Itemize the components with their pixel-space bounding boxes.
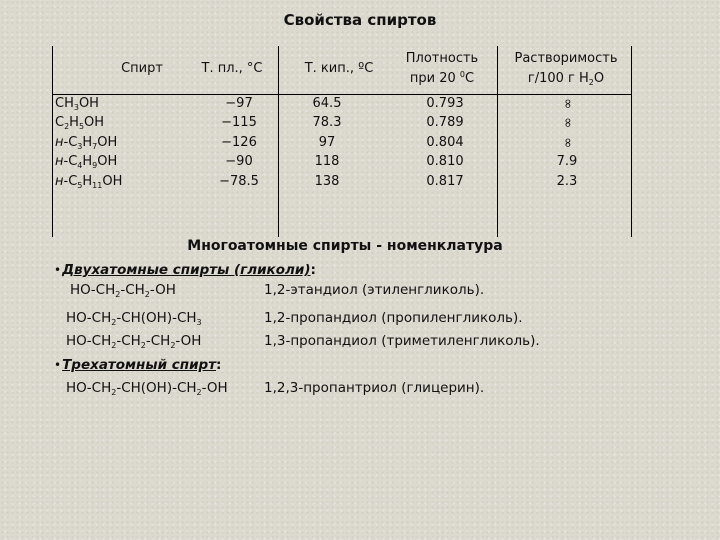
alcohol-formula: $CH_3OH$ (55, 96, 99, 112)
density-value: 0.817 (426, 173, 464, 189)
compound-formula: $НО-CH_2-CH_2-CH_2-OH$ (66, 333, 202, 350)
header-melting: Т. пл., °С (201, 61, 263, 76)
boiling-value: 118 (314, 154, 340, 170)
header-solubility-line1: Растворимость (514, 51, 618, 66)
solubility-column (502, 94, 632, 191)
alcohol-formula: $н-C_4H_9OH$ (55, 154, 118, 171)
density-value: 0.793 (426, 96, 464, 111)
solubility-value: ∞ (559, 98, 575, 110)
density-value: 0.804 (426, 134, 464, 150)
section-subtitle: Многоатомные спирты - номенклатура (187, 238, 503, 254)
header-boiling: Т. кип., ºС (304, 61, 374, 76)
compound-name: 1,2-пропандиол (пропиленгликоль). (264, 310, 523, 326)
dihydric-heading: •Двухатомные спирты (гликоли): (54, 262, 316, 278)
melting-value: −115 (221, 115, 257, 131)
compound-name: 1,2,3-пропантриол (глицерин). (264, 380, 485, 396)
header-solubility-line2: г/100 г $Н_2О$ (527, 71, 605, 87)
solubility-value: 7.9 (556, 154, 578, 170)
boiling-column (272, 94, 382, 191)
header-density (382, 49, 502, 89)
boiling-value: 64.5 (312, 96, 342, 111)
boiling-value: 78.3 (312, 115, 342, 131)
header-solubility (500, 49, 632, 89)
density-value: 0.789 (426, 115, 464, 131)
compound-formula: $НО-CH_2-CH(OH)-CH_2-OH$ (66, 380, 228, 397)
solubility-value: 2.3 (556, 173, 578, 189)
header-density-line1: Плотность (405, 51, 479, 66)
boiling-value: 138 (314, 173, 340, 189)
alcohol-formula: $н-C_3H_7OH$ (55, 134, 118, 151)
density-column (390, 94, 500, 191)
density-value: 0.810 (426, 154, 464, 170)
header-density-line2: при 20 $^0$С (409, 70, 475, 86)
properties-table (52, 46, 632, 237)
boiling-value: 97 (318, 134, 336, 150)
table-border-left (52, 46, 53, 237)
alcohol-formula: $C_2H_5OH$ (55, 115, 105, 132)
trihydric-heading: •Трехатомный спирт: (54, 357, 222, 373)
melting-value: −78.5 (219, 173, 259, 189)
melting-value: −126 (221, 134, 257, 150)
alcohol-column (55, 94, 122, 191)
melting-value: −90 (225, 154, 253, 170)
compound-formula: $НО-CH_2-CH(OH)-CH_3$ (66, 310, 202, 327)
alcohol-formula: $н-C_5H_{11}OH$ (55, 173, 123, 190)
header-alcohol: Спирт (121, 61, 163, 76)
solubility-value: ∞ (559, 117, 575, 129)
compound-formula: $НО-CH_2-CH_2-OH$ (70, 282, 176, 299)
melting-value: −97 (225, 96, 253, 111)
slide-title: Свойства спиртов (283, 11, 437, 29)
solubility-value: ∞ (559, 137, 575, 148)
compound-name: 1,3-пропандиол (триметиленгликоль). (264, 333, 540, 349)
compound-name: 1,2-этандиол (этиленгликоль). (264, 282, 485, 298)
